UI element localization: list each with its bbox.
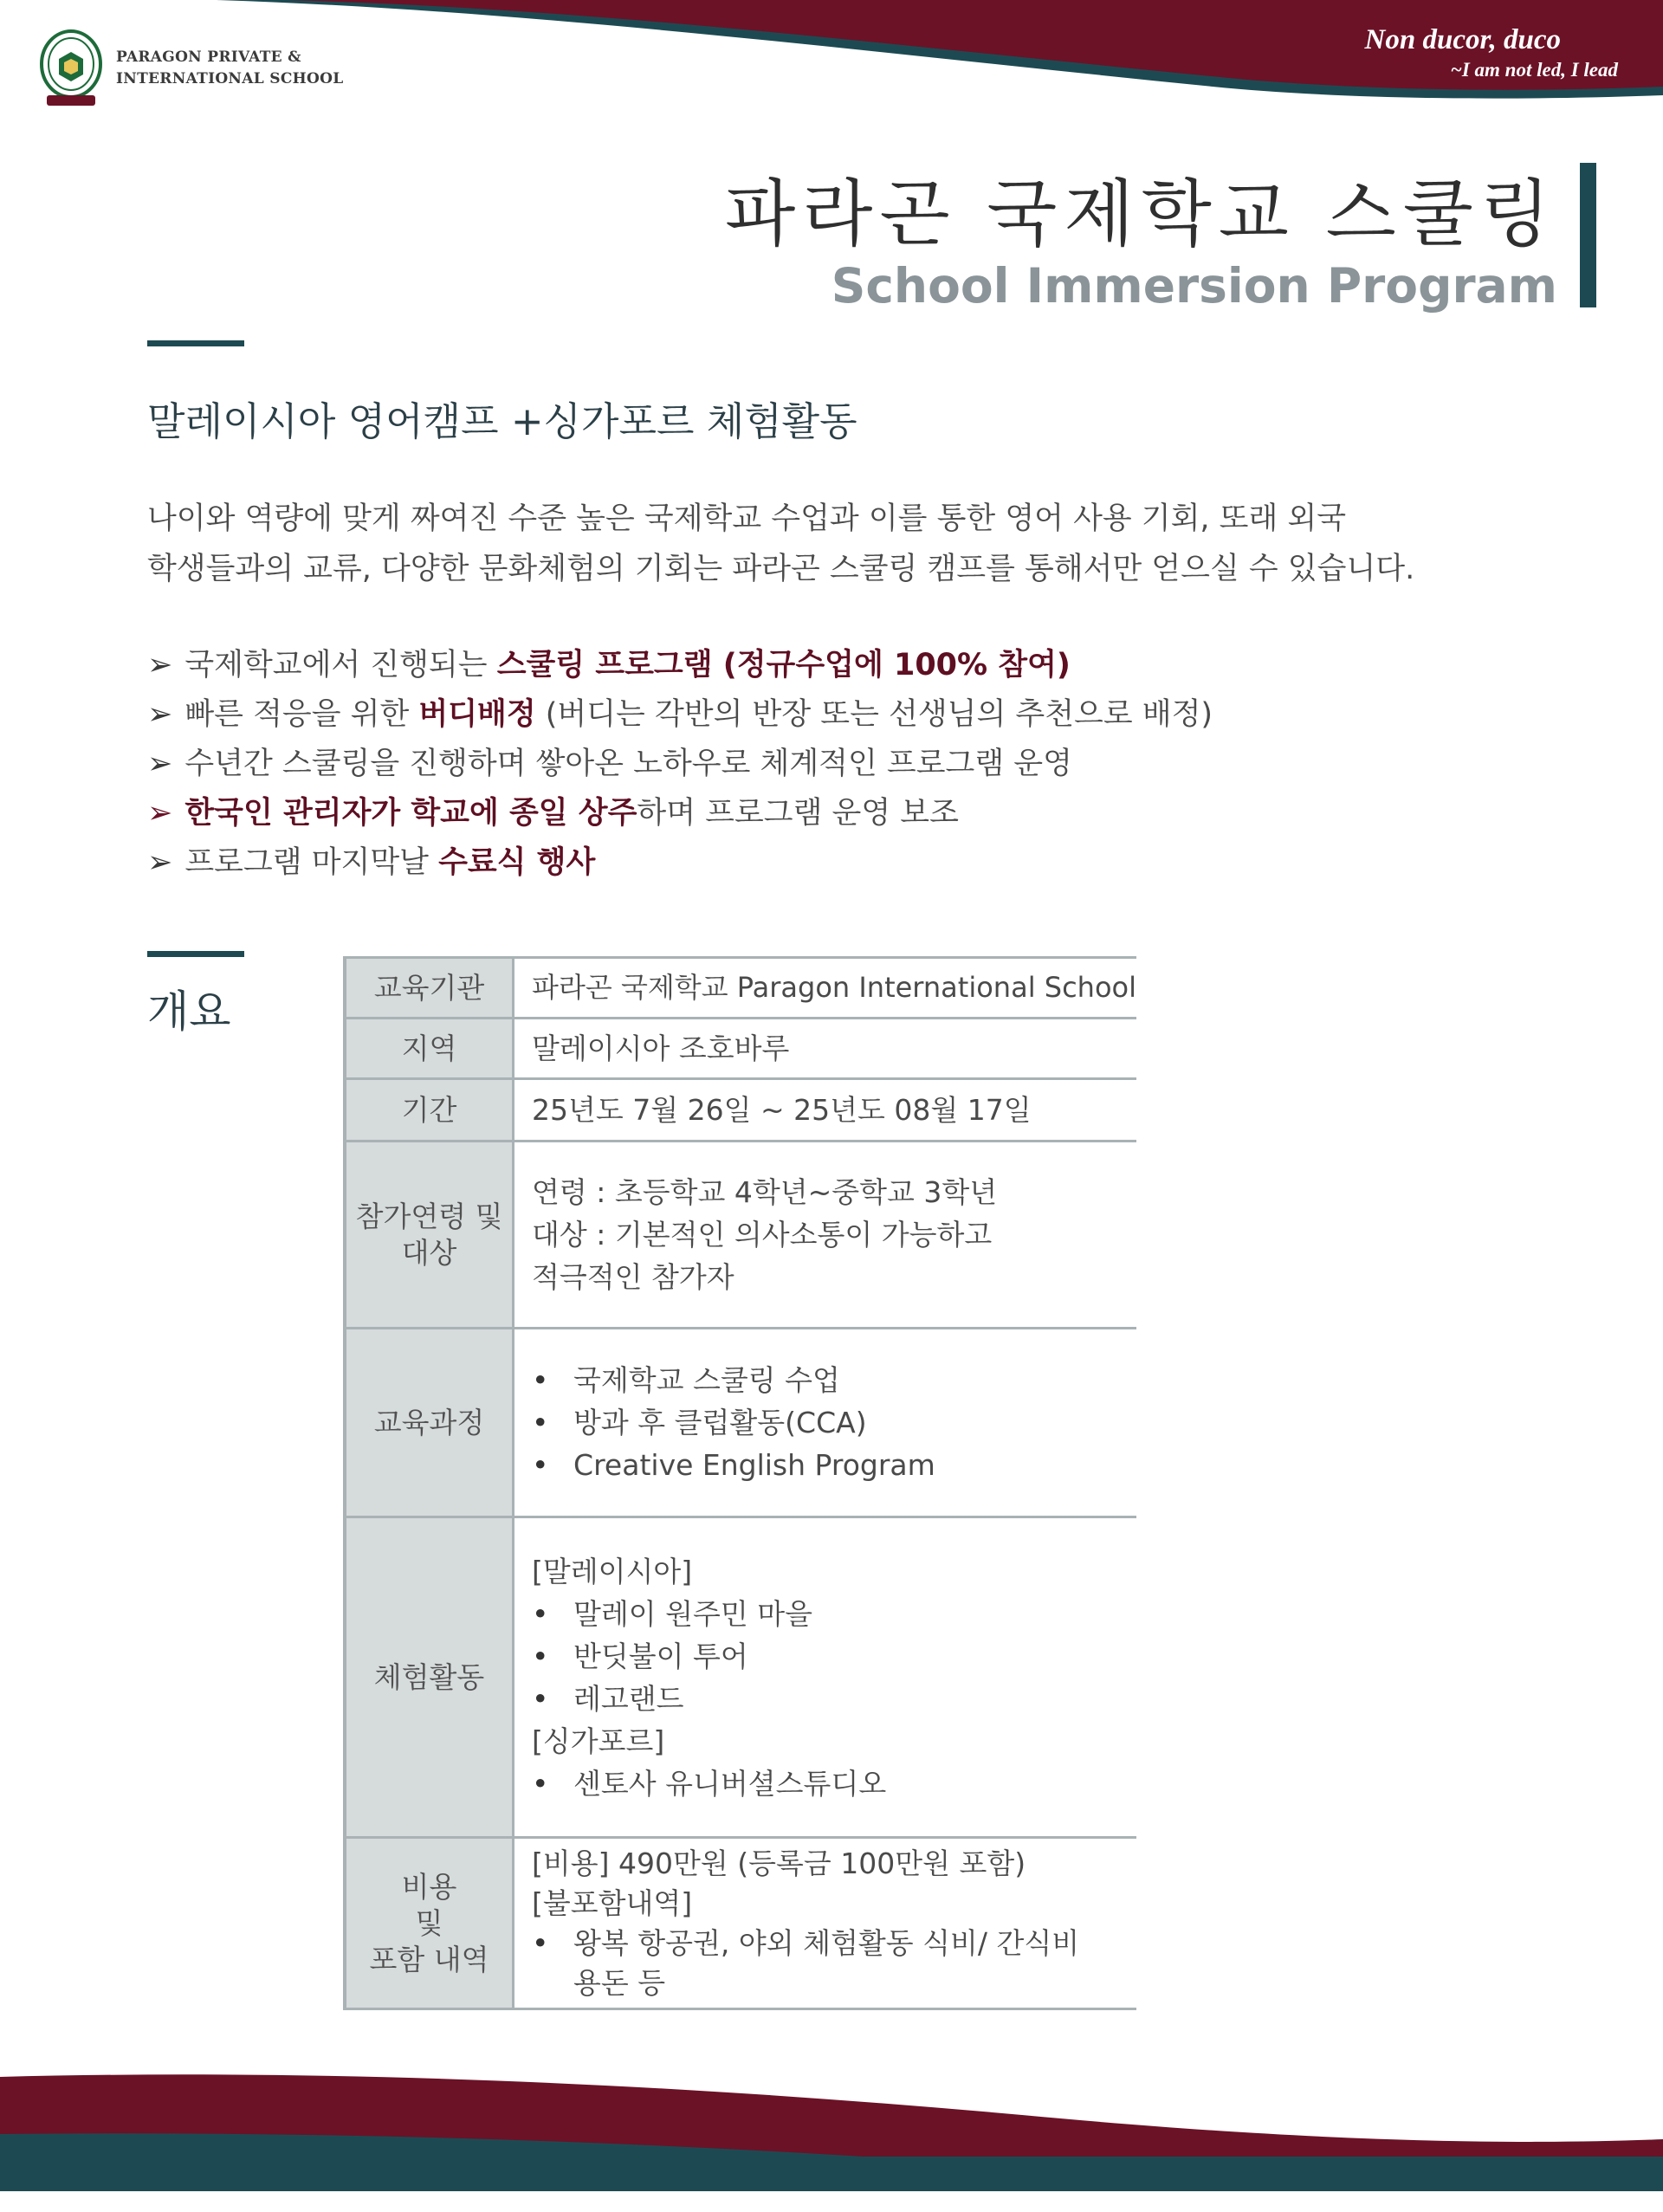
list-item: • 국제학교 스쿨링 수업 <box>532 1359 1136 1401</box>
feature-bullet-list <box>147 641 1213 888</box>
list-item: • 방과 후 클럽활동(CCA) <box>532 1401 1136 1444</box>
row-label-period: 기간 <box>345 1079 514 1142</box>
highlight-text: 스쿨링 프로그램 (정규수업에 100% 참여) <box>496 648 1071 682</box>
school-name-line2: INTERNATIONAL SCHOOL <box>116 70 344 87</box>
list-item: • 반딧불이 투어 <box>532 1635 1136 1678</box>
highlight-text: 수료식 행사 <box>438 845 596 880</box>
school-name-line1: PARAGON PRIVATE & <box>116 49 301 66</box>
overview-heading: 개요 <box>147 986 231 1037</box>
list-item: • 왕복 항공권, 야외 체험활동 식비/ 간식비 <box>532 1924 1136 1963</box>
row-label-cost: 비용 및 포함 내역 <box>345 1838 514 2009</box>
arrow-bullet-icon: ➢ <box>147 796 173 831</box>
row-value-curriculum <box>514 1329 1136 1517</box>
row-label-activities: 체험활동 <box>345 1517 514 1838</box>
row-value-institution: 파라곤 국제학교 Paragon International School <box>514 958 1136 1019</box>
program-subtitle: 말레이시아 영어캠프 +싱가포르 체험활동 <box>147 398 857 444</box>
row-value-period: 25년도 7월 26일 ~ 25년도 08월 17일 <box>514 1079 1136 1142</box>
row-label-region: 지역 <box>345 1019 514 1079</box>
table-row <box>345 1517 1136 1838</box>
motto-translation: ~I am not led, I lead <box>1450 59 1618 81</box>
feature-item: ➢ 국제학교에서 진행되는 스쿨링 프로그램 (정규수업에 100% 참여) <box>147 648 1071 682</box>
section-accent-line <box>147 340 244 346</box>
page-title-korean: 파라곤 국제학교 스쿨링 <box>725 171 1557 256</box>
row-value-activities: [말레이시아] • 말레이 원주민 마을 • 반딧불이 투어 • 레고랜드 [싱가포르] • 센토사 유니버셜스튜디오 <box>514 1517 1136 1838</box>
intro-line-1: 나이와 역량에 맞게 짜여진 수준 높은 국제학교 수업과 이를 통한 영어 사용 기회, 또래 외국 <box>147 501 1347 536</box>
table-row <box>345 1142 1136 1329</box>
table-row <box>345 958 1136 1019</box>
list-item: • 말레이 원주민 마을 <box>532 1593 1136 1635</box>
list-item: • 레고랜드 <box>532 1678 1136 1720</box>
arrow-bullet-icon: ➢ <box>147 648 173 682</box>
school-crest-logo <box>38 26 104 113</box>
arrow-bullet-icon: ➢ <box>147 845 173 880</box>
page-title-english: School Immersion Program <box>831 258 1557 314</box>
row-label-institution: 교육기관 <box>345 958 514 1019</box>
row-value-participants: 연령 : 초등학교 4학년~중학교 3학년 대상 : 기본적인 의사소통이 가능하고 적극적인 참가자 <box>514 1142 1136 1329</box>
title-accent-bar <box>1580 163 1596 307</box>
row-value-region: 말레이시아 조호바루 <box>514 1019 1136 1079</box>
list-item: • 센토사 유니버셜스튜디오 <box>532 1762 1136 1805</box>
footer-wave-banner <box>0 2061 1663 2212</box>
list-item: • Creative English Program <box>532 1444 1136 1486</box>
overview-table <box>343 956 1136 2010</box>
intro-paragraph <box>147 494 1550 594</box>
school-name <box>116 47 343 90</box>
feature-item: ➢ 빠른 적응을 위한 버디배정 (버디는 각반의 반장 또는 선생님의 추천으로 배정) <box>147 697 1213 732</box>
feature-item: ➢ 한국인 관리자가 학교에 종일 상주하며 프로그램 운영 보조 <box>147 796 959 831</box>
highlight-text: 버디배정 <box>418 697 536 732</box>
highlight-text: 한국인 관리자가 학교에 종일 상주 <box>184 796 637 831</box>
table-row <box>345 1019 1136 1079</box>
row-value-cost: [비용] 490만원 (등록금 100만원 포함) [불포함내역] • 왕복 항공권, 야외 체험활동 식비/ 간식비 용돈 등 <box>514 1838 1136 2009</box>
overview-accent-line <box>147 951 244 957</box>
feature-item: ➢ 프로그램 마지막날 수료식 행사 <box>147 845 596 880</box>
arrow-bullet-icon: ➢ <box>147 747 173 781</box>
row-label-participants: 참가연령 및 대상 <box>345 1142 514 1329</box>
motto-latin: Non ducor, duco <box>1364 24 1561 55</box>
feature-item: ➢ 수년간 스쿨링을 진행하며 쌓아온 노하우로 체계적인 프로그램 운영 <box>147 747 1072 781</box>
arrow-bullet-icon: ➢ <box>147 697 173 732</box>
intro-line-2: 학생들과의 교류, 다양한 문화체험의 기회는 파라곤 스쿨링 캠프를 통해서만 얻으실 수 있습니다. <box>147 552 1415 586</box>
table-row <box>345 1838 1136 2009</box>
table-row <box>345 1079 1136 1142</box>
row-label-curriculum: 교육과정 <box>345 1329 514 1517</box>
table-row <box>345 1329 1136 1517</box>
